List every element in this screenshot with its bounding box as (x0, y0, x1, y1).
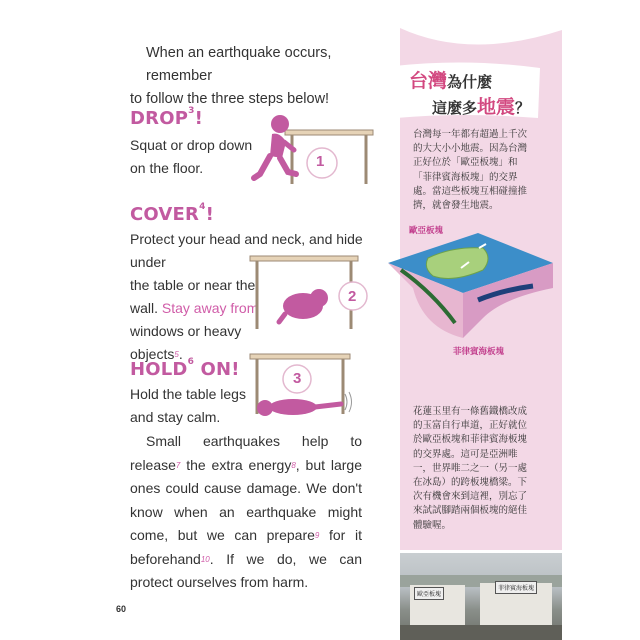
step-hold-text: Hold the table legs and stay calm. (130, 386, 246, 425)
bridge-photo (400, 553, 562, 640)
step-drop-heading: DROP$^3$! (130, 106, 203, 129)
drop-illustration (250, 112, 380, 192)
sidebar-title-line-2: 這麼多地震？ (432, 96, 531, 118)
sidebar-top-curve (400, 0, 562, 60)
intro-text (130, 42, 380, 111)
step-hold-heading: HOLD$^6$ ON! (130, 357, 240, 380)
photo-sign-right: 菲律賓海板塊 (495, 581, 537, 594)
sidebar-paragraph-2: 花蓮玉里有一條舊鐵橋改成的玉富自行車道，正好就位於歐亞板塊和菲律賓海板塊的交界處。這可是亞洲唯一，世界唯二之一（另一處在冰島）的跨板塊橋梁。下次有機會來到這裡，別忘了來試試腳踏兩個板塊的絕佳體驗喔。 (413, 406, 528, 531)
sidebar-title-line-1: 台灣為什麼 (409, 70, 493, 92)
cover-illustration (245, 254, 380, 334)
intro-line-2: to follow the three steps below! (130, 91, 330, 107)
step-number-1: 1 (316, 153, 325, 170)
photo-sign-left: 歐亞板塊 (414, 587, 444, 600)
step-cover-heading: COVER$^4$! (130, 202, 215, 225)
page-number: 60 (116, 604, 127, 614)
sidebar-paragraph-1: 台灣每一年都有超過上千次的大大小小地震。因為台灣正好位於「歐亞板塊」和「菲律賓海板塊」的交界處。當這些板塊互相碰撞推擠，就會發生地震。 (413, 129, 528, 212)
step-drop-text: Squat or drop down on the floor. (130, 137, 253, 176)
intro-line-1: When an earthquake occurs, remember (146, 45, 332, 84)
hold-illustration (245, 352, 365, 422)
step-cover-text: Protect your head and neck, and hide under the table or near the wall. Stay away from windows or heavy objects$^5$. (130, 231, 363, 362)
closing-paragraph: Small earthquakes help to release$^7$ the extra energy$^8$, but large ones could cause damage. We don't know when an earthquake might come, but we can prepare$^9$ for it beforehand$^{10}$. If we do, we can protect ourselves from harm. (130, 433, 362, 590)
label-philippine-plate: 菲律賓海板塊 (453, 347, 505, 357)
step-number-2: 2 (348, 288, 357, 305)
tectonic-plates-diagram (383, 228, 558, 348)
stay-away-highlight: Stay away from (161, 300, 259, 316)
step-number-3: 3 (293, 370, 302, 387)
label-eurasian-plate: 歐亞板塊 (409, 226, 444, 236)
